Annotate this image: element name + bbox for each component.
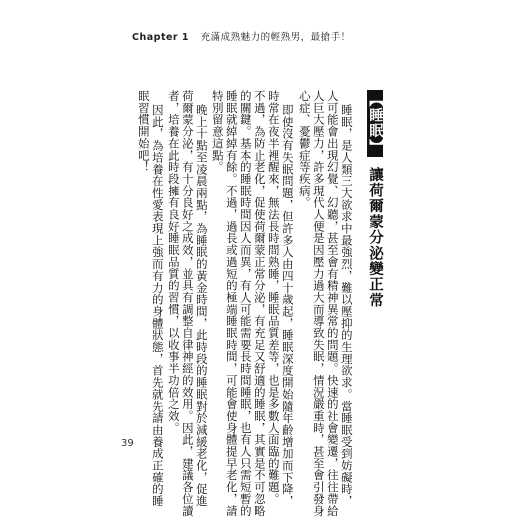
section-heading bbox=[365, 90, 386, 308]
running-header bbox=[132, 29, 351, 43]
chapter-label: Chapter 1 bbox=[132, 32, 190, 43]
text-column: 時常在夜半裡醒來，無法長時間熟睡，睡眠品質差等，也是多數人面臨的難題。 bbox=[266, 90, 281, 505]
text-column: 晚上十點至凌晨兩點，為睡眠的黃金時間，此時段的睡眠對於減緩老化，促進 bbox=[194, 104, 209, 507]
text-column: 的關鍵。基本的睡眠時間因人而異，有人可能需要長時間睡眠，也有人只需短暫的 bbox=[238, 90, 253, 517]
text-column: 心症、憂鬱症等疾病。 bbox=[297, 90, 312, 209]
text-column: 人可能會出現幻覺、幻聽，甚至會有精神異常的問題。快速的社會變遷，往往帶給 bbox=[325, 90, 340, 517]
chapter-subtitle: 充滿成熟魅力的輕熟男，最搶手！ bbox=[200, 32, 351, 43]
text-column: 荷爾蒙分泌，有十分良好之成效，並具有調整自律神經的效用。因此，建議各位讀 bbox=[180, 90, 195, 517]
text-column: 特別留意這點。 bbox=[210, 90, 225, 173]
text-column: 不過，為防止老化，促使荷爾蒙正常分泌，有充足又舒適的睡眠，其實是不可忽略 bbox=[252, 90, 267, 517]
text-column: 睡眠就綽綽有餘。不過，過長或過短的極端睡眠時間，可能會使身體提早老化，請 bbox=[224, 90, 239, 517]
section-tag: 【睡眠】 bbox=[367, 92, 383, 155]
text-column: 因此，為培養在性愛表現上強而有力的身體狀態，首先就先請由養成正確的睡 bbox=[150, 104, 165, 507]
text-column: 人巨大壓力，許多現代人便是因壓力過大而導致失眠，情況嚴重時，甚至會引發身 bbox=[311, 90, 326, 517]
text-column: 者，培養在此時段擁有良好睡眠品質的習慣，以收事半功倍之效。 bbox=[166, 90, 181, 434]
section-title: 讓荷爾蒙分泌變正常 bbox=[367, 167, 383, 309]
text-column: 即使沒有失眠問題，但許多人由四十歲起，睡眠深度開始隨年齡增加而下降， bbox=[280, 104, 295, 507]
text-column: 睡眠，是人類三大欲求中最強烈，難以壓抑的生理欲求。當睡眠受到妨礙時， bbox=[339, 104, 354, 507]
text-column: 眠習慣開始吧！ bbox=[136, 90, 151, 173]
page-number: 39 bbox=[121, 438, 134, 449]
